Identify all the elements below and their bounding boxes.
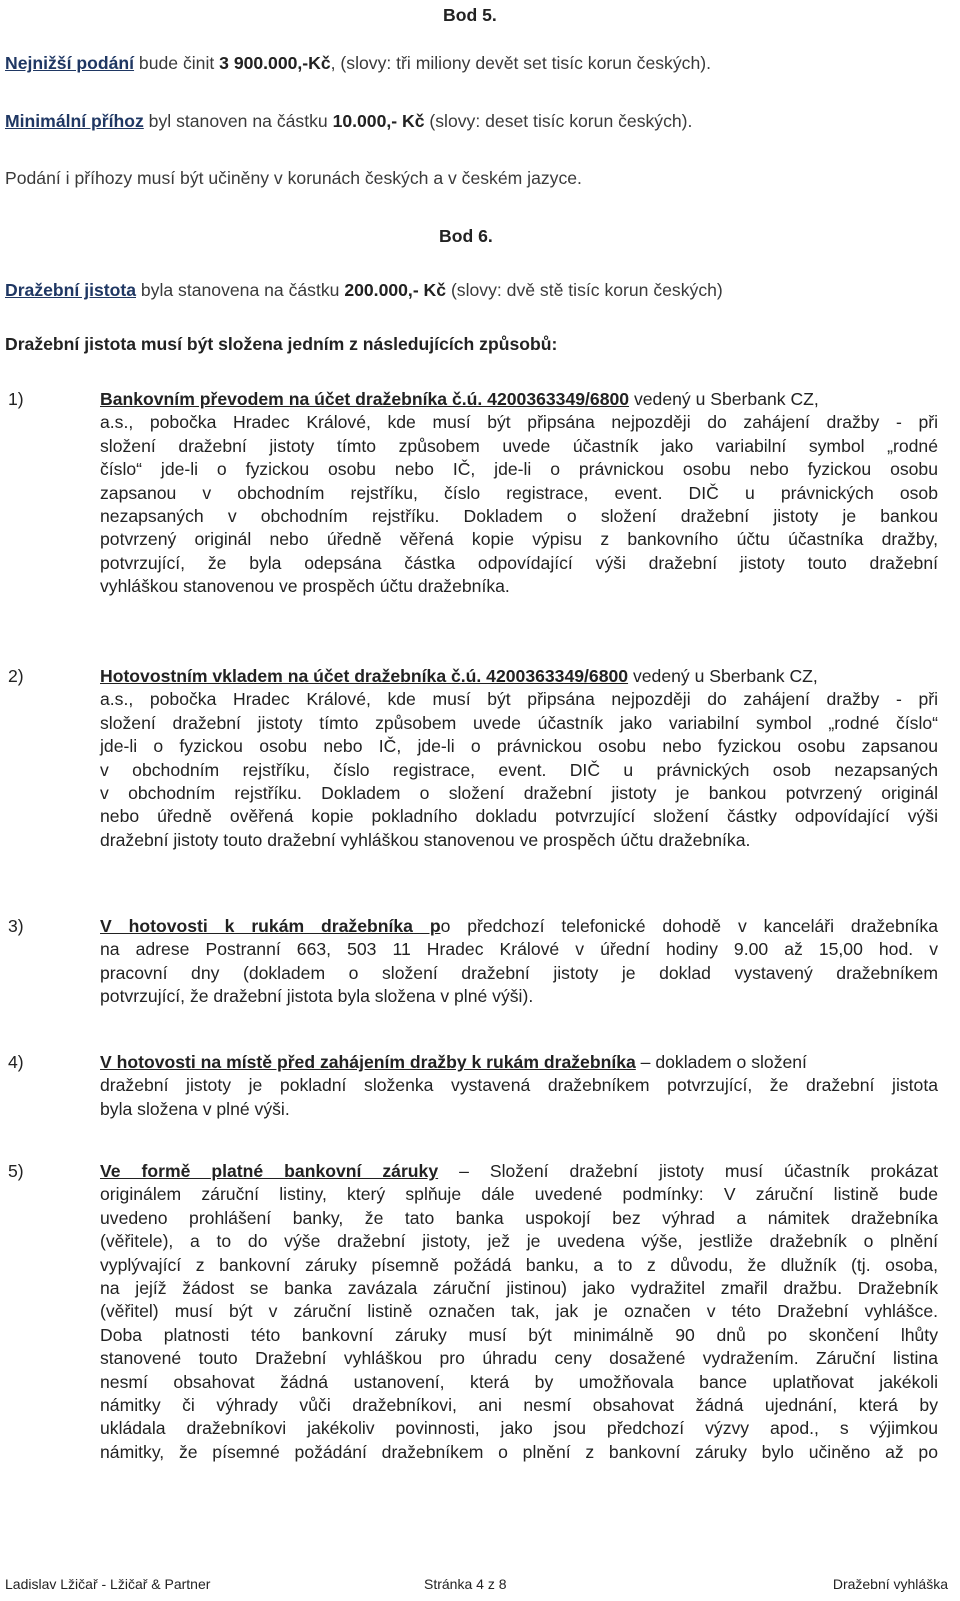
increment-label: Minimální příhoz	[5, 111, 144, 131]
item-line: – dokladem o složení	[635, 1052, 807, 1072]
increment-text1: byl stanoven na částku	[143, 111, 333, 131]
currency-note: Podání i příhozy musí být učiněny v korunách českých a v českém jazyce.	[5, 168, 582, 188]
item-line: na jejíž žádost se banka zavázala záruční jistinou) jako vydražitel zmařil dražbu. Dražebník	[100, 1278, 938, 1299]
item-title: Ve formě platné bankovní záruky	[100, 1161, 439, 1181]
item-body	[100, 915, 938, 1009]
increment-line	[5, 110, 692, 132]
item-title: Hotovostním vkladem na účet dražebníka č.ú. 4200363349/6800	[100, 666, 629, 686]
section-heading-bod6: Bod 6.	[439, 226, 493, 246]
item-number: 2)	[8, 666, 24, 686]
item-line: zapsanou v obchodním rejstříku, číslo registrace, event. DIČ u právnických osob	[100, 482, 938, 503]
methods-intro: Dražební jistota musí být složena jedním z následujících způsobů:	[5, 334, 558, 354]
item-line: v obchodním rejstříku, číslo registrace, event. DIČ u právnických osob nezapsaných	[100, 759, 938, 780]
item-line: složení dražební jistoty tímto způsobem uvede účastník jako variabilní symbol „rodné číslo“	[100, 712, 938, 733]
item-number: 3)	[8, 916, 24, 936]
item-body	[100, 388, 938, 599]
footer-author: Ladislav Lžičař - Lžičař & Partner	[5, 1576, 211, 1592]
item-number: 5)	[8, 1161, 24, 1181]
deposit-text2: (slovy: dvě stě tisíc korun českých)	[446, 280, 723, 300]
item-title: V hotovosti na místě před zahájením dražby k rukám dražebníka	[100, 1052, 636, 1072]
item-line: vyplývající z bankovní záruky písemně požádá banku, a to z důvodu, že dlužník (tj. osoba,	[100, 1254, 938, 1275]
deposit-text1: byla stanovena na částku	[136, 280, 345, 300]
item-line: byla složena v plné výši.	[100, 1098, 290, 1119]
item-line: jde-li o fyzickou osobu nebo IČ, jde-li o právnickou osobu nebo fyzickou osobu zapsanou	[100, 736, 938, 757]
item-line: uvedeno prohlášení banky, že tato banka uspokojí bez výhrad a námitek dražebníka	[100, 1207, 938, 1228]
item-line: (věřitel) musí být v záruční listině označen tak, jak je označen v této Dražební vyhlášce.	[100, 1301, 938, 1322]
min-bid-label: Nejnižší podání	[5, 53, 135, 73]
min-bid-text1: bude činit	[134, 53, 220, 73]
item-line: číslo“ jde-li o fyzickou osobu nebo IČ, jde-li o právnickou osobu nebo fyzickou osobu	[100, 459, 938, 480]
item-line: nesmí obsahovat žádná ustanovení, která by umožňovala bance uplatňovat jakékoli	[100, 1371, 938, 1392]
item-line: stanovené touto Dražební vyhláškou pro úhradu ceny dosažené vydražením. Záruční listina	[100, 1348, 938, 1369]
item-line: dražební jistoty touto dražební vyhláškou stanovenou ve prospěch účtu dražebníka.	[100, 829, 751, 850]
item-line: Doba platnosti této bankovní záruky musí být minimálně 90 dnů po skončení lhůty	[100, 1324, 938, 1345]
item-line: vedený u Sberbank CZ,	[628, 666, 818, 686]
item-body	[100, 1160, 938, 1464]
item-title: V hotovosti k rukám dražebníka p	[100, 916, 441, 936]
item-line: a.s., pobočka Hradec Králové, kde musí být připsána nejpozději do zahájení dražby - při	[100, 689, 938, 710]
item-line: nezapsaných v obchodním rejstříku. Dokladem o složení dražební jistoty je bankou	[100, 506, 938, 527]
item-line: o předchozí telefonické dohodě v kanceláři dražebníka	[440, 916, 938, 936]
min-bid-value: 3 900.000,-Kč	[219, 53, 331, 73]
item-body	[100, 1051, 938, 1121]
item-body	[100, 665, 938, 852]
item-line: ukládala dražebníkovi jakékoliv povinnosti, jako jsou předchozí výzvy apod., s výjimkou	[100, 1418, 938, 1439]
item-line: a.s., pobočka Hradec Králové, kde musí být připsána nejpozději do zahájení dražby - při	[100, 412, 938, 433]
item-title: Bankovním převodem na účet dražebníka č.ú. 4200363349/6800	[100, 389, 630, 409]
footer-document-title: Dražební vyhláška	[832, 1576, 948, 1592]
item-line: originálem záruční listiny, který splňuje dále uvedené podmínky: V záruční listině bude	[100, 1184, 938, 1205]
item-number: 1)	[8, 389, 24, 409]
item-line: potvrzující, že dražební jistota byla složena v plné výši).	[100, 986, 534, 1007]
item-line: vyhláškou stanovenou ve prospěch účtu dražebníka.	[100, 576, 510, 597]
item-line: námitky či výhrady vůči dražebníkovi, ani nesmí obsahovat žádná ujednání, která by	[100, 1395, 938, 1416]
item-line: (věřitele), a to do výše dražební jistoty, jež je uvedena výše, jestliže dražebník o plnění	[100, 1231, 938, 1252]
deposit-label: Dražební jistota	[5, 280, 136, 300]
item-line: – Složení dražební jistoty musí účastník prokázat	[438, 1161, 938, 1181]
item-line: vedený u Sberbank CZ,	[629, 389, 819, 409]
min-bid-line	[5, 52, 711, 74]
deposit-value: 200.000,- Kč	[344, 280, 447, 300]
item-line: potvrzující, že byla odepsána částka odpovídající výši dražební jistoty touto dražební	[100, 552, 938, 573]
item-line: dražební jistoty je pokladní složenka vystavená dražebníkem potvrzující, že dražební jistota	[100, 1075, 938, 1096]
item-line: na adrese Postranní 663, 503 11 Hradec Králové v úřední hodiny 9.00 až 15,00 hod. v	[100, 939, 938, 960]
section-heading-bod5: Bod 5.	[443, 5, 497, 25]
deposit-line	[5, 279, 723, 301]
item-number: 4)	[8, 1052, 24, 1072]
increment-text2: (slovy: deset tisíc korun českých).	[424, 111, 693, 131]
item-line: potvrzený originál nebo úředně věřená kopie výpisu z bankovního účtu účastníka dražby,	[100, 529, 938, 550]
item-line: pracovní dny (dokladem o složení dražební jistoty je doklad vystavený dražebníkem	[100, 962, 938, 983]
min-bid-text2: , (slovy: tři miliony devět set tisíc korun českých).	[330, 53, 711, 73]
item-line: v obchodním rejstříku. Dokladem o složení dražební jistoty je bankou potvrzený originál	[100, 783, 938, 804]
item-line: nebo úředně ověřená kopie pokladního dokladu potvrzující složení částky odpovídající výši	[100, 806, 938, 827]
item-line: námitky, že písemné požádání dražebníkem o plnění z bankovní záruky bylo učiněno až po	[100, 1441, 938, 1462]
item-line: složení dražební jistoty tímto způsobem uvede účastník jako variabilní symbol „rodné	[100, 435, 938, 456]
increment-value: 10.000,- Kč	[332, 111, 425, 131]
footer-page-number: Stránka 4 z 8	[424, 1576, 507, 1592]
